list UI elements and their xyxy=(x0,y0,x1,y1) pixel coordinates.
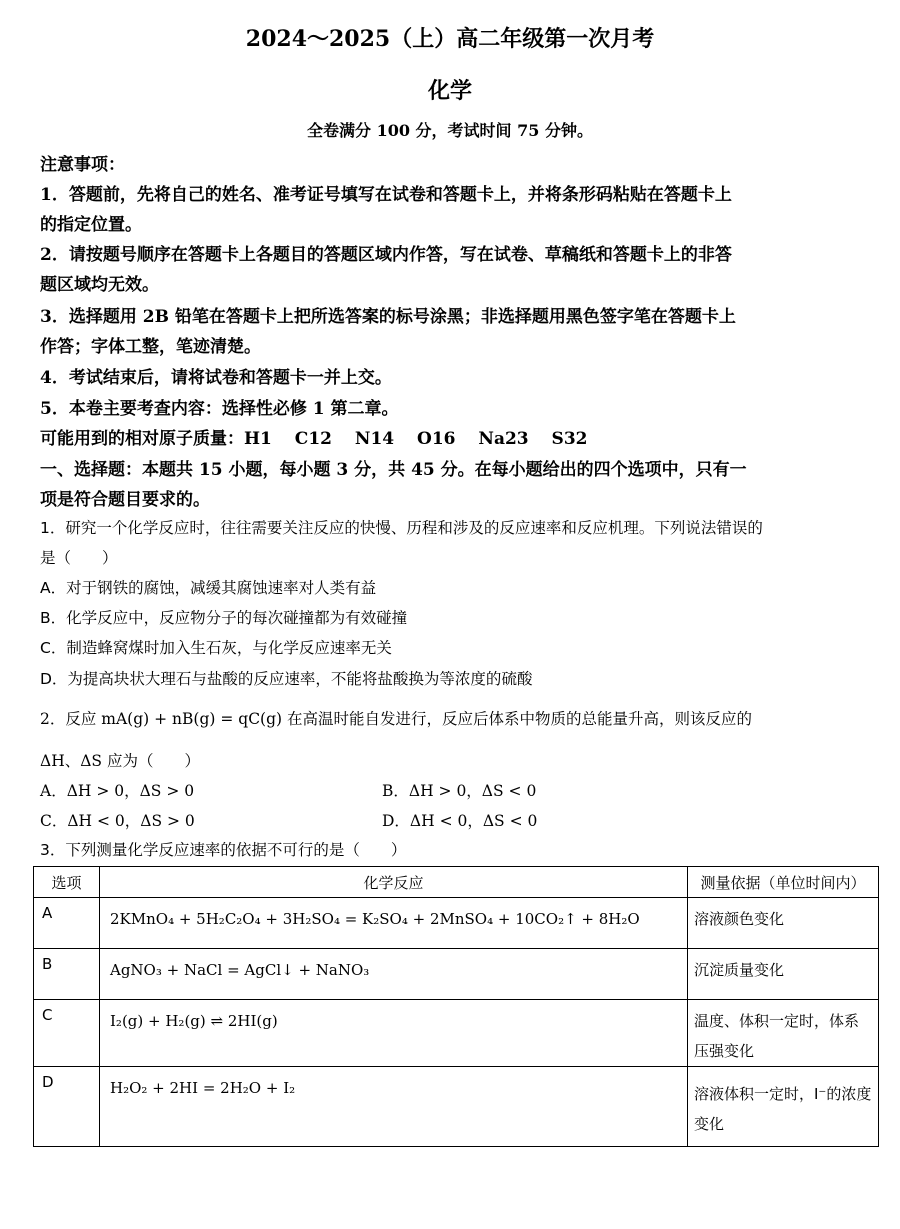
row-basis: 温度、体积一定时，体系压强变化 xyxy=(688,1000,879,1067)
subject-title: 化学 xyxy=(427,78,472,104)
q1-option-a: A．对于钢铁的腐蚀，减缓其腐蚀速率对人类有益 xyxy=(40,579,377,597)
exam-meta: 全卷满分 100 分，考试时间 75 分钟。 xyxy=(307,121,593,140)
table-row xyxy=(34,1000,879,1067)
section-heading-cont: 项是符合题目要求的。 xyxy=(40,490,210,510)
q1-option-c: C．制造蜂窝煤时加入生石灰，与化学反应速率无关 xyxy=(40,639,392,657)
row-label: A xyxy=(34,898,100,949)
note-line: 题区域均无效。 xyxy=(40,275,159,295)
table-row xyxy=(34,1067,879,1147)
note-line: 的指定位置。 xyxy=(40,215,142,235)
row-reaction: AgNO₃ + NaCl = AgCl↓ + NaNO₃ xyxy=(100,949,688,1000)
q3-table xyxy=(33,866,879,1147)
note-line: 5．本卷主要考查内容：选择性必修 1 第二章。 xyxy=(40,399,399,419)
q2-stem-cont: ΔH、ΔS 应为（ ） xyxy=(40,752,200,770)
row-label: C xyxy=(34,1000,100,1067)
q2-option-b: B．ΔH > 0，ΔS < 0 xyxy=(382,782,537,800)
q2-option-a: A．ΔH > 0，ΔS > 0 xyxy=(40,782,195,800)
note-line: 4．考试结束后，请将试卷和答题卡一并上交。 xyxy=(40,368,392,388)
column-header: 化学反应 xyxy=(100,867,688,898)
table-header-row xyxy=(34,867,879,898)
exam-title: 2024～2025（上）高二年级第一次月考 xyxy=(245,26,655,52)
note-line: 1．答题前，先将自己的姓名、准考证号填写在试卷和答题卡上，并将条形码粘贴在答题卡上 xyxy=(40,185,732,205)
row-basis: 沉淀质量变化 xyxy=(688,949,879,1000)
row-label: D xyxy=(34,1067,100,1147)
note-line: 作答；字体工整，笔迹清楚。 xyxy=(40,337,261,357)
q3-stem: 3．下列测量化学反应速率的依据不可行的是（ ） xyxy=(40,841,407,859)
column-header: 测量依据（单位时间内） xyxy=(688,867,879,898)
row-reaction: H₂O₂ + 2HI = 2H₂O + I₂ xyxy=(100,1067,688,1147)
note-line: 2．请按题号顺序在答题卡上各题目的答题区域内作答，写在试卷、草稿纸和答题卡上的非答 xyxy=(40,245,732,265)
section-heading: 一、选择题：本题共 15 小题，每小题 3 分，共 45 分。在每小题给出的四个选项中，只有一 xyxy=(40,460,747,480)
row-reaction: I₂(g) + H₂(g) ⇌ 2HI(g) xyxy=(100,1000,688,1067)
atomic-masses: 可能用到的相对原子质量：H1 C12 N14 O16 Na23 S32 xyxy=(40,429,588,449)
q2-stem: 2．反应 mA(g) + nB(g) = qC(g) 在高温时能自发进行，反应后体系中物质的总能量升高，则该反应的 xyxy=(40,710,752,728)
column-header: 选项 xyxy=(34,867,100,898)
notes-heading: 注意事项： xyxy=(40,155,125,175)
q1-option-b: B．化学反应中，反应物分子的每次碰撞都为有效碰撞 xyxy=(40,609,408,627)
q1-option-d: D．为提高块状大理石与盐酸的反应速率，不能将盐酸换为等浓度的硫酸 xyxy=(40,670,533,688)
table-row xyxy=(34,949,879,1000)
q2-option-c: C．ΔH < 0，ΔS > 0 xyxy=(40,812,195,830)
q2-option-d: D．ΔH < 0，ΔS < 0 xyxy=(382,812,538,830)
row-label: B xyxy=(34,949,100,1000)
row-reaction: 2KMnO₄ + 5H₂C₂O₄ + 3H₂SO₄ = K₂SO₄ + 2MnSO₄ + 10CO₂↑ + 8H₂O xyxy=(100,898,688,949)
table-row xyxy=(34,898,879,949)
row-basis: 溶液体积一定时，I⁻的浓度变化 xyxy=(688,1067,879,1147)
row-basis: 溶液颜色变化 xyxy=(688,898,879,949)
q1-stem-cont: 是（ ） xyxy=(40,549,118,567)
note-line: 3．选择题用 2B 铅笔在答题卡上把所选答案的标号涂黑；非选择题用黑色签字笔在答题卡上 xyxy=(40,307,736,327)
q1-stem: 1．研究一个化学反应时，往往需要关注反应的快慢、历程和涉及的反应速率和反应机理。下列说法错误的 xyxy=(40,519,763,537)
